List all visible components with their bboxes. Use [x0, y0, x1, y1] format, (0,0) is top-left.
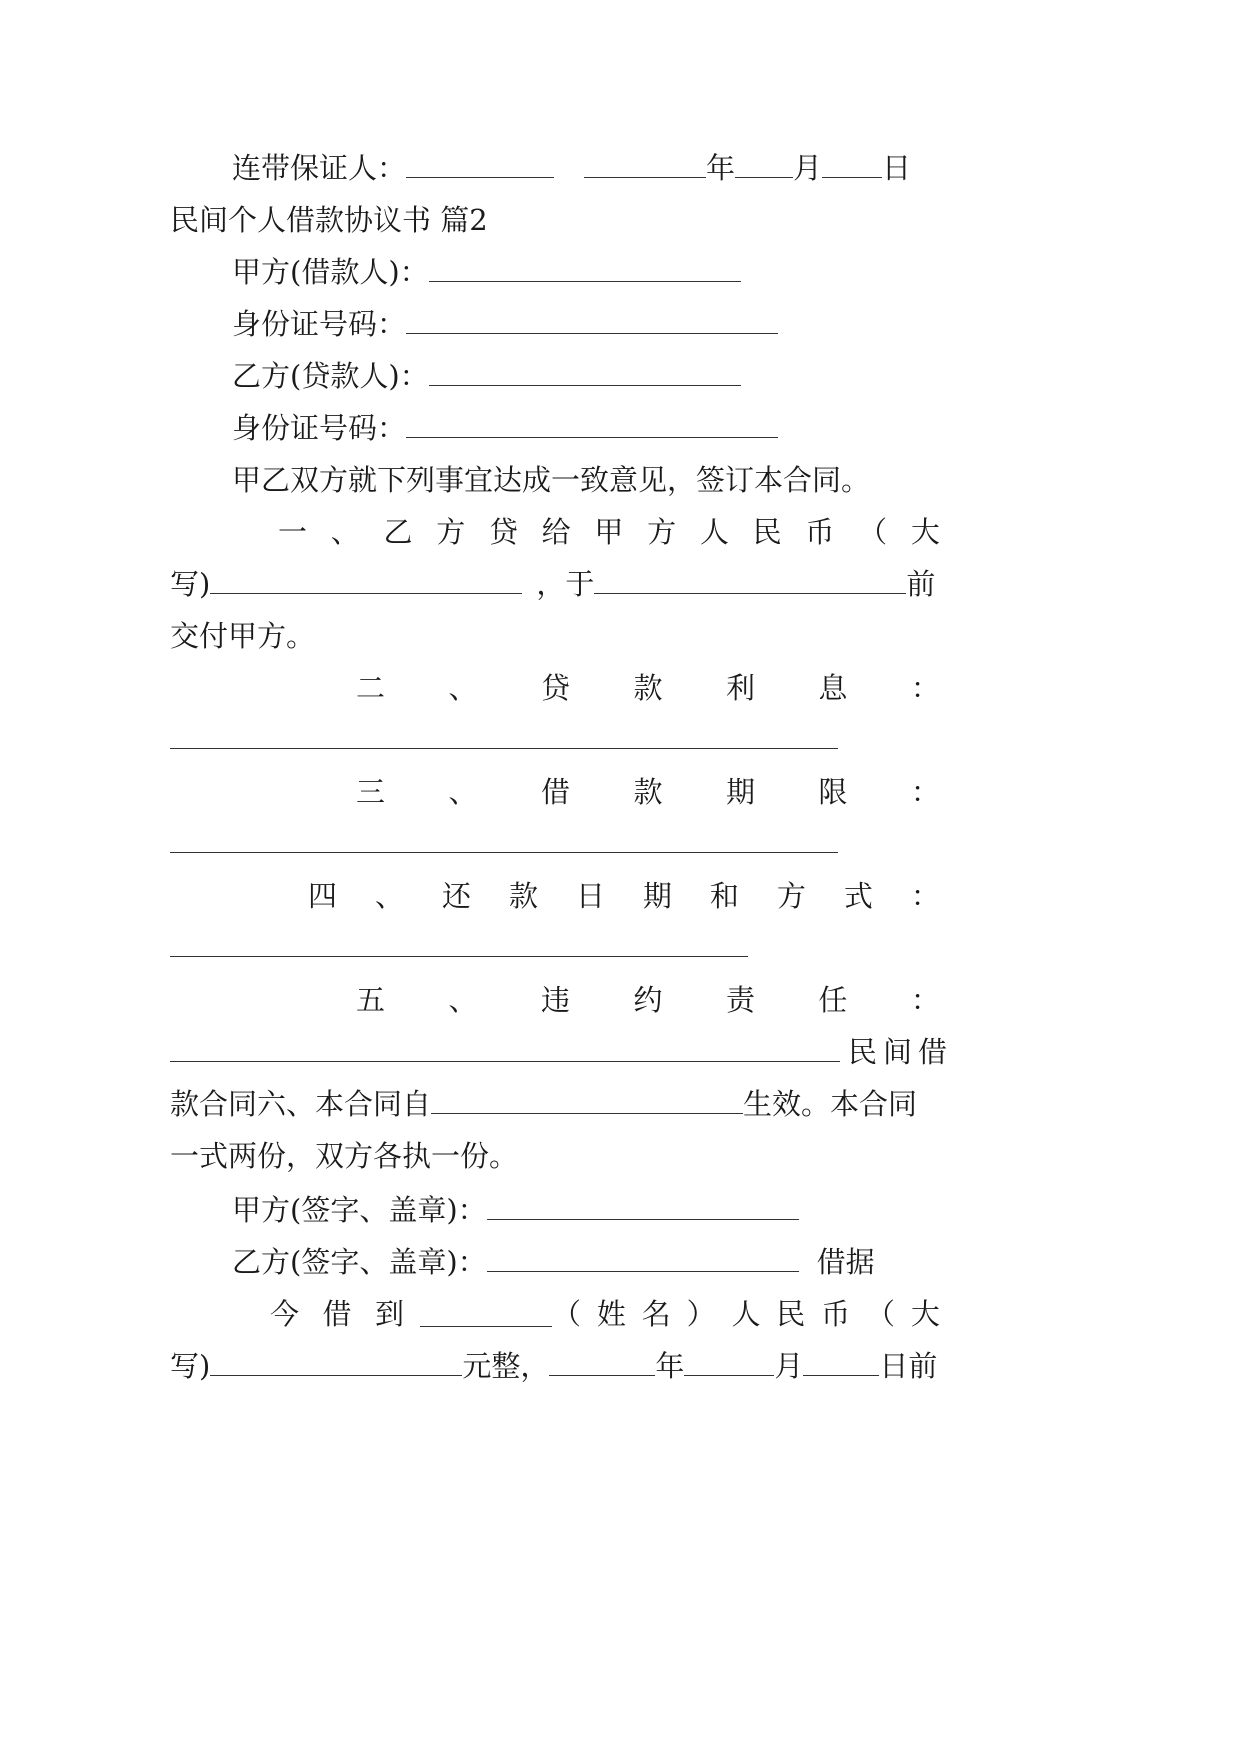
receipt-char: 今 — [270, 1297, 300, 1331]
clause-1-write: 写) — [170, 567, 211, 601]
id-a-blank — [406, 305, 778, 334]
clause-char: 一 — [278, 515, 308, 549]
receipt-char: 币 — [821, 1297, 851, 1331]
receipt-char: （ — [552, 1297, 582, 1331]
clause-char: 利 — [725, 671, 755, 705]
receipt-year-label: 年 — [655, 1349, 685, 1383]
document-heading: 民间个人借款协议书 篇2 — [170, 203, 488, 237]
clause-char: 方 — [436, 515, 466, 549]
clause-char: 期 — [725, 775, 755, 809]
sign-b-label: 乙方(签字、盖章)： — [232, 1245, 487, 1279]
clause-char: ： — [910, 775, 940, 809]
guarantor-line — [232, 148, 911, 188]
receipt-char: 借 — [322, 1297, 352, 1331]
id-b-label: 身份证号码： — [232, 411, 407, 445]
clause-char: 大 — [910, 515, 940, 549]
clause-char: 约 — [633, 983, 663, 1017]
id-a-line — [232, 304, 778, 344]
clause-2-line-1 — [356, 668, 940, 708]
id-b-line — [232, 408, 778, 448]
year-label: 年 — [706, 151, 736, 185]
breach-blank — [170, 1033, 840, 1062]
day-blank — [822, 149, 882, 178]
party-b-line — [232, 356, 741, 396]
receipt-char: （ — [866, 1297, 896, 1331]
clause-1-line-3: 交付甲方。 — [170, 619, 316, 653]
clause-char: ： — [910, 983, 940, 1017]
receipt-char: 大 — [910, 1297, 940, 1331]
clause-char: 期 — [642, 879, 672, 913]
receipt-char: 民 — [776, 1297, 806, 1331]
repayment-blank — [170, 956, 748, 957]
clause-char: 息 — [818, 671, 848, 705]
clause-char: 三 — [356, 775, 386, 809]
receipt-day-label: 日前 — [879, 1349, 938, 1383]
receipt-month-blank — [684, 1347, 774, 1376]
clause-5-line-2 — [170, 1032, 953, 1072]
guarantor-label: 连带保证人： — [232, 151, 407, 185]
clause-3-line-1 — [356, 772, 940, 812]
receipt-yuan: 元整， — [462, 1349, 550, 1383]
clause-char: 式 — [843, 879, 873, 913]
clause-char: 给 — [541, 515, 571, 549]
sign-b-blank — [487, 1243, 799, 1272]
receipt-year-blank — [549, 1347, 655, 1376]
sign-a-blank — [487, 1191, 799, 1220]
year-blank — [584, 149, 706, 178]
clause-1-line-2 — [170, 564, 935, 604]
id-a-label: 身份证号码： — [232, 307, 407, 341]
receipt-line-2 — [170, 1346, 937, 1386]
clause-char: ： — [910, 671, 940, 705]
party-b-blank — [429, 357, 741, 386]
clause-char: 乙 — [383, 515, 413, 549]
guarantor-blank — [406, 149, 554, 178]
clause-char: 和 — [709, 879, 739, 913]
clause-char: 甲 — [594, 515, 624, 549]
id-b-blank — [406, 409, 778, 438]
clause-char: 、 — [448, 775, 478, 809]
effective-date-blank — [431, 1085, 743, 1114]
receipt-char: 人 — [731, 1297, 761, 1331]
receipt-char: 名 — [641, 1297, 671, 1331]
clause-char: 违 — [540, 983, 570, 1017]
party-a-line — [232, 252, 741, 292]
clause-char: 贷 — [488, 515, 518, 549]
consensus-text: 甲乙双方就下列事宜达成一致意见，签订本合同。 — [232, 463, 871, 497]
clause-char: 、 — [448, 983, 478, 1017]
clause-char: 币 — [805, 515, 835, 549]
receipt-char: 姓 — [596, 1297, 626, 1331]
clause-5-continuation: 民间借 — [848, 1035, 954, 1069]
clause-char: 款 — [633, 775, 663, 809]
clause-char: ： — [910, 879, 940, 913]
receipt-char: ） — [686, 1297, 716, 1331]
clause-char: 、 — [374, 879, 404, 913]
receipt-name-blank — [420, 1326, 552, 1327]
month-blank — [735, 149, 793, 178]
clause-1-before: 前 — [906, 567, 936, 601]
clause-char: 责 — [725, 983, 755, 1017]
receipt-char: 到 — [374, 1297, 404, 1331]
clause-char: 限 — [818, 775, 848, 809]
party-b-label: 乙方(贷款人)： — [232, 359, 429, 393]
clause-char: 方 — [647, 515, 677, 549]
clause-char: 任 — [818, 983, 848, 1017]
clause-char: 还 — [441, 879, 471, 913]
sign-a-line — [232, 1190, 799, 1230]
clause-char: 款 — [508, 879, 538, 913]
interest-blank — [170, 748, 838, 749]
clause-5-line-4: 一式两份，双方各执一份。 — [170, 1139, 519, 1173]
clause-char: 民 — [752, 515, 782, 549]
clause-char: 人 — [699, 515, 729, 549]
party-a-label: 甲方(借款人)： — [232, 255, 429, 289]
receipt-day-blank — [803, 1347, 879, 1376]
receipt-line-1a — [270, 1294, 404, 1334]
party-a-blank — [429, 253, 741, 282]
clause-char: 二 — [356, 671, 386, 705]
receipt-line-1b — [552, 1294, 940, 1334]
clause-5-line-3 — [170, 1084, 917, 1124]
clause-6-effective: 生效。本合同 — [743, 1087, 918, 1121]
amount-blank — [210, 565, 522, 594]
clause-char: 、 — [330, 515, 360, 549]
receipt-month-label: 月 — [774, 1349, 804, 1383]
sign-b-line — [232, 1242, 875, 1282]
receipt-title: 借据 — [816, 1245, 875, 1279]
term-blank — [170, 852, 838, 853]
clause-1-at: ，于 — [536, 567, 595, 601]
clause-char: 方 — [776, 879, 806, 913]
month-label: 月 — [793, 151, 823, 185]
clause-char: 五 — [356, 983, 386, 1017]
clause-char: 款 — [633, 671, 663, 705]
clause-1-line-1 — [278, 512, 940, 552]
clause-4-line-1 — [308, 876, 940, 916]
clause-char: 、 — [448, 671, 478, 705]
clause-char: 四 — [308, 879, 338, 913]
clause-char: 贷 — [540, 671, 570, 705]
day-label: 日 — [882, 151, 912, 185]
receipt-write: 写) — [170, 1349, 211, 1383]
sign-a-label: 甲方(签字、盖章)： — [232, 1193, 487, 1227]
clause-char: 借 — [540, 775, 570, 809]
receipt-amount-blank — [210, 1347, 462, 1376]
clause-5-line-1 — [356, 980, 940, 1020]
clause-char: 日 — [575, 879, 605, 913]
date-blank — [594, 565, 906, 594]
clause-char: （ — [858, 515, 888, 549]
clause-6-start: 款合同六、本合同自 — [170, 1087, 432, 1121]
